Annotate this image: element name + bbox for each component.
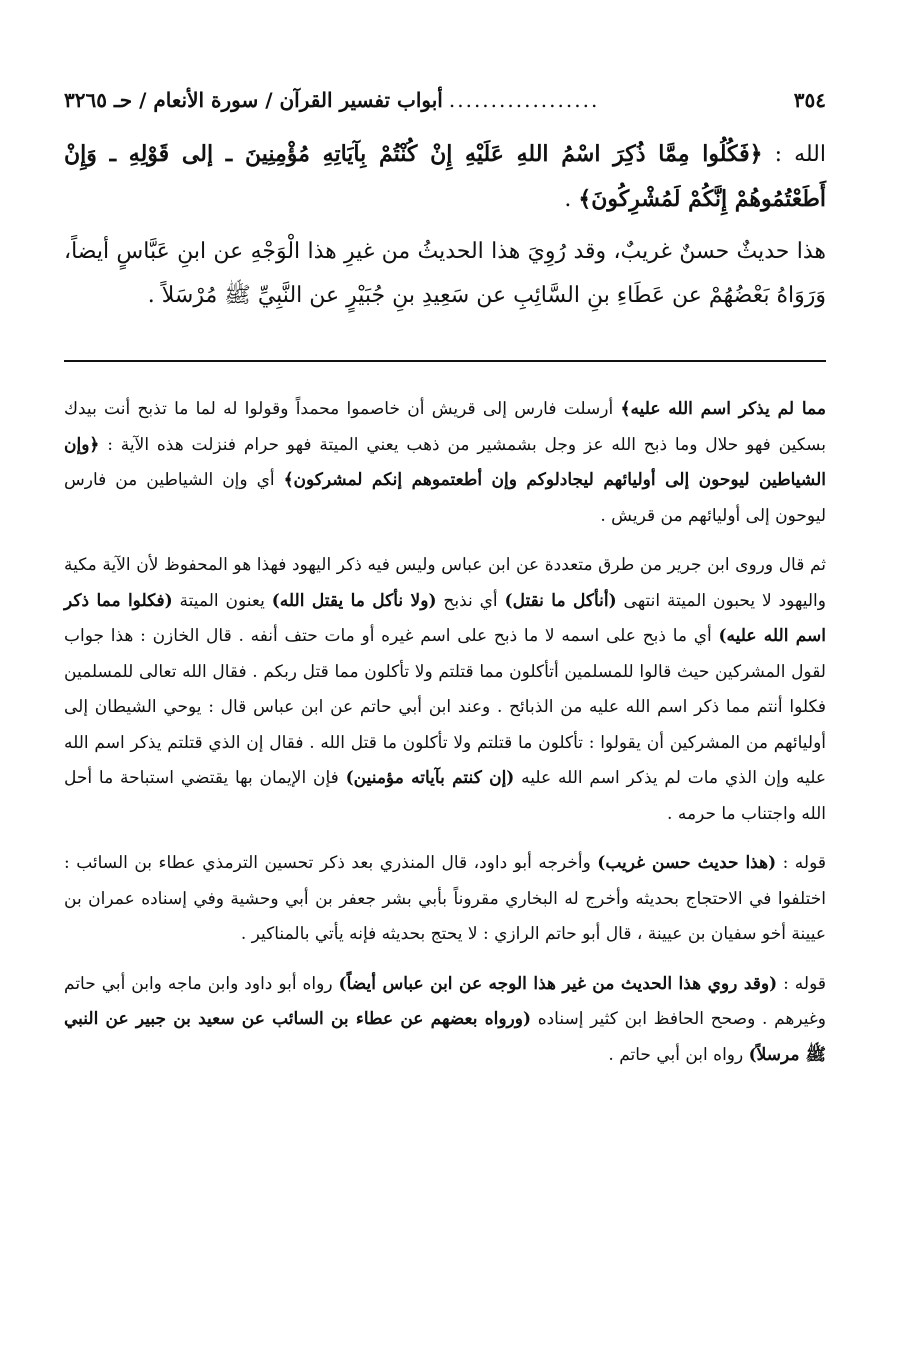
note-text: يعنون الميتة <box>172 590 272 611</box>
note-text: رواه أبو داود وابن ماجه وابن أبي حاتم وغيرهم . وصحح الحافظ ابن كثير إسناده <box>64 973 826 1029</box>
note-text: وأخرجه أبو داود، قال المنذري بعد ذكر تحسين الترمذي عطاء بن السائب : اختلفوا في الاحتجاج بحديثه وأخرج له البخاري مقروناً بأبي بشر جعفر بن أبي وحشية وفي إسناده عمران بن عيينة أخو سفيان بن عيينة ، قال أبو حاتم الرازي : لا يحتج بحديثه فإنه يأتي بالمناكير . <box>64 853 826 944</box>
note-text: قوله : <box>777 973 826 994</box>
bold-phrase: (فكلوا مما ذكر اسم الله عليه) <box>64 590 826 646</box>
header-title-group <box>64 88 599 112</box>
main-text <box>64 132 826 318</box>
note-text: ثم قال وروى ابن جرير من طرق متعددة عن ابن عباس وليس فيه ذكر اليهود فهذا هو المحفوظ لأن الآية مكية واليهود لا يحبون الميتة انتهى <box>64 555 826 611</box>
note-text: أي وإن الشياطين من فارس ليوحون إلى أوليائهم من قريش . <box>64 470 826 526</box>
bold-phrase: (إن كنتم بآياته مؤمنين) <box>345 768 515 788</box>
note-text: قوله : <box>776 853 826 873</box>
note-paragraph-2 <box>64 548 826 832</box>
note-text: أي ما ذبح على اسمه لا ما ذبح على اسم غيره أو مات حتف أنفه . قال الخازن : هذا جواب لقول المشركين حيث قالوا للمسلمين أتأكلون مما قتلتم ولا تأكلون مما قتل ربكم . فقال الله تعالى للمسلمين فكلوا أنتم مما ذكر اسم الله عليه من الذبائح . وعند ابن أبي حاتم عن ابن عباس قال : يوحي الشيطان إلى أوليائهم من المشركين أن يقولوا : تأكلون ما قتلتم ولا تأكلون ما قتل الله . فقال إن الذي قتلتم يذكر اسم الله عليه وإن الذي مات لم يذكر اسم الله عليه <box>64 626 826 788</box>
note-text: أرسلت فارس إلى قريش أن خاصموا محمداً وقولوا له لما ما تذبح أنت بيدك بسكين فهو حلال وما ذبح الله عز وجل بشمشير من ذهب يعني الميتة فهو حرام فنزلت هذه الآية : <box>64 399 826 455</box>
note-text: فإن الإيمان بها يقتضي استباحة ما أحل الله واجتناب ما حرمه . <box>64 768 826 824</box>
note-text: أي نذبح <box>436 590 505 611</box>
note-paragraph-3 <box>64 846 826 953</box>
main-paragraph-2: هذا حديثٌ حسنٌ غريبٌ، وقد رُوِيَ هذا الحديثُ من غيرِ هذا الْوَجْهِ عن ابنِ عَبَّاسٍ أيضاً، وَرَوَاهُ بَعْضُهُمْ عن عَطَاءِ بنِ السَّائِبِ عن سَعِيدِ بنِ جُبَيْرٍ عن النَّبِيِّ ﷺ مُرْسَلاً . <box>64 239 826 308</box>
running-header <box>64 88 826 118</box>
bold-phrase: مما لم يذكر اسم الله عليه﴾ <box>620 399 826 419</box>
bold-phrase: (ولا نأكل ما يقتل الله) <box>271 590 437 611</box>
note-text: رواه ابن أبي حاتم . <box>608 1044 749 1065</box>
verse-prefix: الله : <box>762 142 826 167</box>
bold-phrase: (هذا حديث حسن غريب) <box>597 853 777 873</box>
verse-end: . <box>564 187 579 212</box>
bold-phrase: ﴿وإن الشياطين ليوحون إلى أوليائهم ليجادلوكم وإن أطعتموهم إنكم لمشركون﴾ <box>64 434 826 490</box>
bold-phrase: (وقد روي هذا الحديث من غير هذا الوجه عن ابن عباس أيضاً) <box>338 973 778 994</box>
header-title: أبواب تفسير القرآن / سورة الأنعام / حـ ٣٢٦٥ <box>64 88 443 112</box>
note-paragraph-1 <box>64 392 826 534</box>
main-paragraph-1 <box>64 132 826 222</box>
quran-verse: ﴿فَكُلُوا مِمَّا ذُكِرَ اسْمُ اللهِ عَلَيْهِ إِنْ كُنْتُمْ بِآيَاتِهِ مُؤْمِنِينَ ـ إلى قَوْلِهِ ـ وَإِنْ أَطَعْتُمُوهُمْ إِنَّكُمْ لَمُشْرِكُونَ﴾ <box>64 141 826 212</box>
footnote-divider <box>64 360 826 362</box>
bold-phrase: (ورواه بعضهم عن عطاء بن السائب عن سعيد بن جبير عن النبي ﷺ مرسلاً) <box>64 1009 826 1065</box>
book-page <box>64 88 826 1087</box>
page-number: ٣٥٤ <box>793 88 826 112</box>
header-dots: .................. <box>448 88 600 112</box>
bold-phrase: (أنأكل ما نقتل) <box>504 590 617 611</box>
commentary <box>64 392 826 1073</box>
note-paragraph-4 <box>64 967 826 1074</box>
